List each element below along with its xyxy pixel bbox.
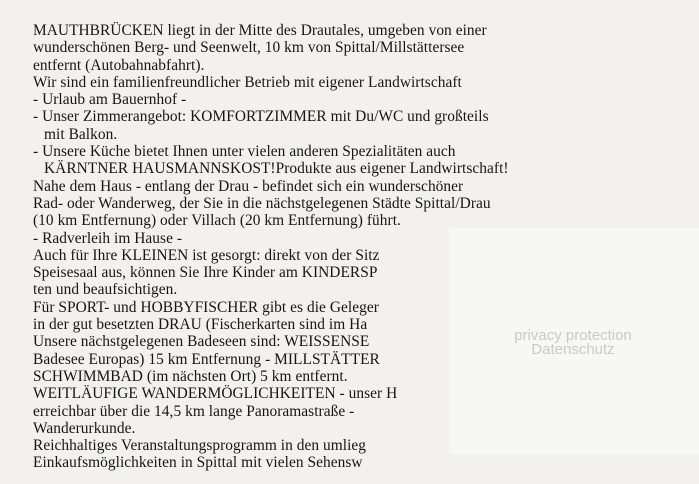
text-line-17: Für SPORT- und HOBBYFISCHER gibt es die Geleger — [33, 298, 379, 316]
text-line-1: MAUTHBRÜCKEN liegt in der Mitte des Drautales, umgeben von einer — [33, 22, 487, 39]
text-line-24: Wanderurkunde. — [33, 419, 136, 437]
text-line-15: Speisesaal aus, können Sie Ihre Kinder am KINDERSP — [33, 264, 378, 282]
text-line-25: Reichhaltiges Veranstaltungsprogramm in den umlieg — [33, 437, 367, 455]
text-line-22: WEITLÄUFIGE WANDERMÖGLICHKEITEN - unser H — [33, 385, 398, 403]
text-line-18: in der gut besetzten DRAU (Fischerkarten sind im Ha — [33, 316, 368, 334]
text-line-2: wunderschönen Berg- und Seenwelt, 10 km von Spittal/Millstättersee — [33, 39, 465, 57]
privacy-watermark — [483, 329, 663, 357]
text-line-20: Badesee Europas) 15 km Entfernung - MILLSTÄTTER — [33, 350, 380, 368]
text-line-23: erreichbar über die 14,5 km lange Panoramastraße - — [33, 402, 355, 420]
text-line-6: - Unser Zimmerangebot: KOMFORTZIMMER mit Du/WC und großteils — [33, 108, 489, 126]
text-line-11: Rad- oder Wanderweg, der Sie in die nächstgelegenen Städte Spittal/Drau — [33, 194, 491, 212]
text-line-26: Einkaufsmöglichkeiten in Spittal mit vielen Sehensw — [33, 454, 363, 472]
text-line-16: ten und beaufsichtigen. — [33, 281, 178, 299]
text-line-8: - Unsere Küche bietet Ihnen unter vielen anderen Spezialitäten auch — [33, 143, 456, 161]
watermark-line-2: Datenschutz — [531, 341, 615, 358]
text-line-13: - Radverleih im Hause - — [33, 229, 183, 247]
text-line-10: Nahe dem Haus - entlang der Drau - befindet sich ein wunderschöner — [33, 177, 464, 195]
text-line-19: Unsere nächstgelegenen Badeseen sind: WEISSENSE — [33, 333, 370, 351]
text-line-5: - Urlaub am Bauernhof - — [33, 91, 187, 109]
text-line-7: mit Balkon. — [44, 125, 118, 143]
watermark-line-1: privacy protection — [514, 327, 632, 344]
text-line-4: Wir sind ein familienfreundlicher Betrieb mit eigener Landwirtschaft — [33, 73, 462, 91]
text-line-9: KÄRNTNER HAUSMANNSKOST!Produkte aus eigener Landwirtschaft! — [44, 160, 509, 178]
text-line-12: (10 km Entfernung) oder Villach (20 km Entfernung) führt. — [33, 212, 401, 230]
text-line-21: SCHWIMMBAD (im nächsten Ort) 5 km entfernt. — [33, 367, 348, 385]
text-line-3: entfernt (Autobahnabfahrt). — [33, 56, 205, 74]
text-line-14: Auch für Ihre KLEINEN ist gesorgt: direkt von der Sitz — [33, 246, 380, 264]
